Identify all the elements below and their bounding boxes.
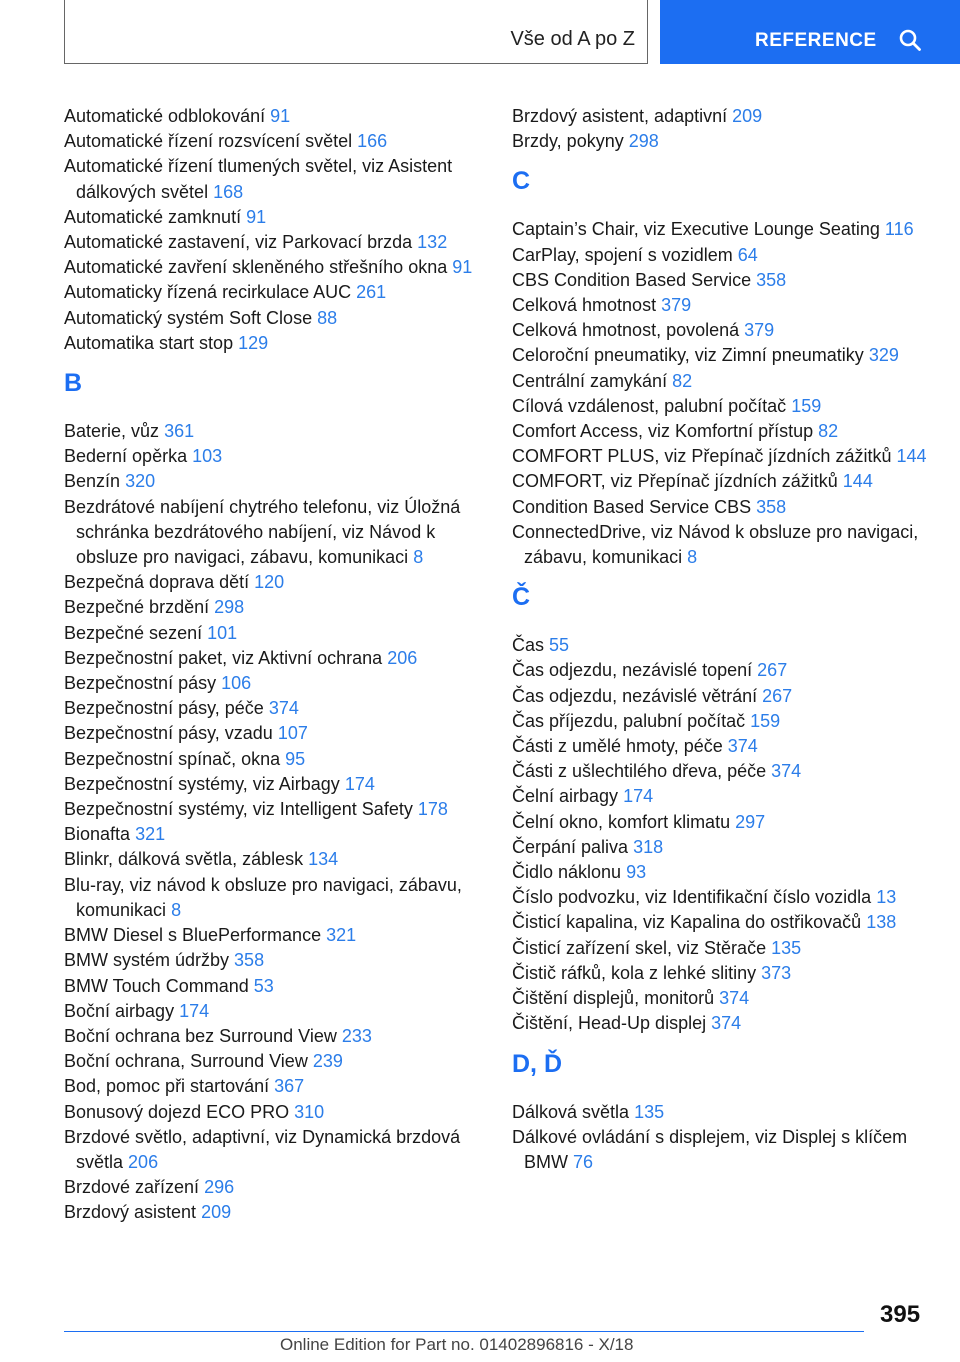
index-entry [64,772,484,797]
index-entry-text: CBS Condition Based Service [512,269,752,290]
index-entry-text: COMFORT PLUS, viz Přepínač jízdních zážitků [512,446,892,467]
index-entry-text: Cílová vzdálenost, palubní počítač [512,395,787,416]
index-entry-text: Centrální zamykání [512,370,668,391]
index-entry-text: Brzdový asistent, adaptivní [512,106,728,126]
index-entry [64,104,484,129]
index-entry [512,444,932,469]
index-entry-text: Čidlo náklonu [512,862,622,883]
index-entry-text: Automatické zavření skleněného střešního okna [64,257,448,278]
index-entry-text: Čištění displejů, monitorů [512,988,715,1009]
index-entry-text: Bezpečné brzdění [64,597,210,618]
index-entry-text: Části z ušlechtilého dřeva, péče [512,761,767,782]
index-page-link[interactable]: 209 [732,106,763,126]
index-entry [64,999,484,1024]
index-page-link[interactable]: 53 [253,975,274,996]
index-entry-text: Celoroční pneumatiky, viz Zimní pneumatiky [512,345,864,366]
index-page-link[interactable]: 298 [214,597,245,618]
index-page-link[interactable]: 135 [771,937,802,958]
index-page-link[interactable]: 168 [213,181,244,202]
index-entry [512,936,932,961]
index-entry-text: Boční ochrana bez Surround View [64,1025,337,1046]
index-entry-text: Čisticí kapalina, viz Kapalina do ostřikovačů [512,912,862,933]
index-entry [512,520,932,570]
index-entry [64,255,484,280]
index-entry-text: Čelní okno, komfort klimatu [512,811,731,832]
index-entry [64,444,484,469]
index-page-link[interactable]: 91 [270,106,291,126]
index-entry-text: Blinkr, dálková světla, záblesk [64,849,304,870]
index-entry-text: Automatické řízení tlumených světel, viz Asistent dálkových světel [64,156,453,202]
index-entry [64,280,484,305]
index-page-link[interactable]: 132 [417,232,448,253]
index-entry [512,684,932,709]
index-entry-text: Captain’s Chair, viz Executive Lounge Seating [512,219,880,240]
index-entry [512,104,932,129]
index-page-link[interactable]: 8 [171,899,182,920]
index-page-link[interactable]: 321 [135,824,166,845]
index-entry [512,495,932,520]
index-entry-text: Automatika start stop [64,332,234,353]
index-entry-text: Boční ochrana, Surround View [64,1051,308,1072]
index-entry [64,721,484,746]
index-page-link[interactable]: 320 [125,471,156,492]
index-entry-text: Baterie, vůz [64,421,160,442]
index-page-link[interactable]: 374 [771,761,802,782]
index-entry [64,570,484,595]
index-entry-text: Bod, pomoc při startování [64,1076,270,1097]
index-entry-text: Bezpečnostní paket, viz Aktivní ochrana [64,647,383,668]
index-entry [64,671,484,696]
index-entry-text: Condition Based Service CBS [512,496,752,517]
index-entry [512,129,932,154]
index-entry [64,331,484,356]
index-page-link[interactable]: 267 [762,685,793,706]
index-page-link[interactable]: 321 [326,925,357,946]
index-entry [64,469,484,494]
index-entry-text: Čerpání paliva [512,836,629,857]
index-entry-text: Čistič ráfků, kola z lehké slitiny [512,962,757,983]
index-page-link[interactable]: 298 [628,131,659,152]
index-page-link[interactable]: 93 [626,862,647,883]
index-entry [512,784,932,809]
index-entry [512,469,932,494]
index-entry [64,1125,484,1175]
index-column-right [512,104,932,1175]
index-entry [64,696,484,721]
index-page-link[interactable]: 297 [735,811,766,832]
index-page-link[interactable]: 134 [308,849,339,870]
index-page-link[interactable]: 101 [207,622,238,643]
index-entry-text: Bezpečnostní pásy, péče [64,698,264,719]
index-entry [64,1100,484,1125]
page-number: 395 [880,1301,921,1328]
index-entry-text: Bezpečnostní systémy, viz Airbagy [64,773,340,794]
index-page-link[interactable]: 296 [204,1177,235,1198]
index-entry-text: CarPlay, spojení s vozidlem [512,244,733,265]
index-letter-heading: Č [512,583,531,612]
index-page-link[interactable]: 374 [711,1013,742,1034]
index-entry [512,1100,932,1125]
index-entry [512,1125,932,1175]
index-entry [64,797,484,822]
index-entry-text: Bezpečné sezení [64,622,203,643]
index-page-link[interactable]: 95 [285,748,306,769]
index-entry-text: ConnectedDrive, viz Návod k obsluze pro navigaci, zábavu, komunikaci [512,521,919,568]
index-entry-text: COMFORT, viz Přepínač jízdních zážitků [512,471,838,492]
index-entry-text: Celková hmotnost [512,295,657,316]
index-entry [64,230,484,255]
index-entry-text: Bezdrátové nabíjení chytrého telefonu, viz Úložná schránka bezdrátového nabíjení, viz Návod k obsluze pro navigaci, zábavu, komunikaci [64,496,461,568]
index-entry [512,268,932,293]
index-page-link[interactable]: 318 [633,836,664,857]
index-entry-text: Automatické řízení rozsvícení světel [64,131,353,152]
index-entry [64,595,484,620]
index-entry [512,658,932,683]
index-entry-text: Bonusový dojezd ECO PRO [64,1101,290,1122]
index-page-link[interactable]: 144 [896,446,927,467]
index-entry-text: Bezpečnostní spínač, okna [64,748,281,769]
index-page-link[interactable]: 135 [634,1101,665,1122]
index-page-link[interactable]: 129 [238,332,269,353]
index-entry-text: Automatické zastavení, viz Parkovací brzda [64,232,413,253]
index-page-link[interactable]: 144 [842,471,873,492]
index-entry-text: Bezpečnostní systémy, viz Intelligent Safety [64,799,413,820]
index-page-link[interactable]: 358 [756,269,787,290]
index-page-link[interactable]: 233 [341,1025,372,1046]
index-entry [512,860,932,885]
index-page-link[interactable]: 116 [884,219,914,240]
index-entry-text: Brzdové zařízení [64,1177,200,1198]
reference-label: REFERENCE [755,30,877,51]
index-page-link[interactable]: 329 [868,345,899,366]
index-entry [64,1024,484,1049]
search-icon [899,29,921,51]
index-page-link[interactable]: 379 [744,320,775,341]
index-entry [512,810,932,835]
index-entry-text: Brzdové světlo, adaptivní, viz Dynamická brzdová světla [64,1126,461,1172]
index-entry-text: Čištění, Head-Up displej [512,1013,707,1034]
index-entry [64,1074,484,1099]
index-entry-text: Číslo podvozku, viz Identifikační číslo vozidla [512,887,872,908]
index-entry-text: Brzdy, pokyny [512,131,624,152]
header-section-tab [64,0,648,64]
index-page-link[interactable]: 374 [727,736,758,757]
index-page-link[interactable]: 159 [791,395,822,416]
index-entry [64,847,484,872]
index-entry-text: Bezpečná doprava dětí [64,572,250,593]
index-entry [512,243,932,268]
index-entry-text: Bezpečnostní pásy, vzadu [64,723,273,744]
index-page-link[interactable]: 166 [357,131,388,152]
index-entry [64,974,484,999]
index-letter-heading: B [64,369,83,398]
index-entry [64,129,484,154]
index-entry [512,885,932,910]
index-page-link[interactable]: 76 [573,1151,594,1172]
index-entry [512,734,932,759]
index-page-link[interactable]: 91 [452,257,473,278]
index-entry-text: Dálkové ovládání s displejem, viz Displej s klíčem BMW [512,1126,908,1172]
index-entry [512,394,932,419]
index-entry [512,1011,932,1036]
index-entry-text: Čelní airbagy [512,786,619,807]
index-page-link[interactable]: 367 [274,1076,305,1097]
index-entry [64,948,484,973]
index-letter-heading: C [512,167,531,196]
index-entry-text: Automatický systém Soft Close [64,307,313,328]
footer-divider [64,1331,864,1332]
index-page-link[interactable]: 361 [164,421,195,442]
index-entry [512,910,932,935]
index-column-left [64,104,484,1226]
index-page-link[interactable]: 106 [221,673,252,694]
index-page-link[interactable]: 8 [687,547,698,568]
index-page-link[interactable]: 358 [756,496,787,517]
index-page-link[interactable]: 358 [234,950,265,971]
index-page-link[interactable]: 107 [277,723,308,744]
index-page-link[interactable]: 64 [737,244,758,265]
index-entry [64,495,484,571]
footer-edition-text: Online Edition for Part no. 01402896816 - X/18 [280,1335,634,1354]
index-entry [64,1175,484,1200]
index-entry [64,873,484,923]
index-page-link[interactable]: 239 [312,1051,343,1072]
index-page-link[interactable]: 373 [761,962,792,983]
index-entry-text: BMW Diesel s BluePerformance [64,925,322,946]
index-page-link[interactable]: 55 [549,635,570,656]
index-page-link[interactable]: 379 [661,295,692,316]
index-page-link[interactable]: 103 [192,446,223,467]
header-reference-tab[interactable] [660,0,960,64]
index-page-link[interactable]: 91 [246,206,267,227]
index-entry-text: Čas příjezdu, palubní počítač [512,710,746,731]
index-entry [512,633,932,658]
index-page-link[interactable]: 138 [866,912,897,933]
index-entry [512,961,932,986]
index-entry [64,154,484,204]
index-entry [512,986,932,1011]
index-entry-text: Dálková světla [512,1101,630,1122]
index-entry [64,1200,484,1225]
index-page-link[interactable]: 88 [317,307,338,328]
index-entry-text: Bionafta [64,824,131,845]
index-entry [512,318,932,343]
index-entry-text: Automatické odblokování [64,106,266,126]
index-entry-text: Čas odjezdu, nezávislé větrání [512,685,758,706]
index-page-link[interactable]: 120 [254,572,285,593]
index-entry-text: Čas [512,635,545,656]
index-entry [512,835,932,860]
index-entry [64,1049,484,1074]
index-entry [64,419,484,444]
index-page-link[interactable]: 82 [672,370,693,391]
index-entry [64,205,484,230]
index-entry [64,747,484,772]
index-entry-text: Čisticí zařízení skel, viz Stěrače [512,937,767,958]
index-page-link[interactable]: 8 [413,547,424,568]
index-entry-text: BMW systém údržby [64,950,230,971]
index-entry-text: Automaticky řízená recirkulace AUC [64,282,352,303]
index-page-link[interactable]: 174 [623,786,654,807]
index-entry-text: Blu-ray, viz návod k obsluze pro navigaci, zábavu, komunikaci [64,874,462,920]
index-page-link[interactable]: 374 [268,698,299,719]
index-entry [512,419,932,444]
index-page-link[interactable]: 206 [387,647,418,668]
index-entry [64,923,484,948]
index-entry-text: Části z umělé hmoty, péče [512,736,723,757]
index-entry-text: Bezpečnostní pásy [64,673,217,694]
index-entry-text: BMW Touch Command [64,975,249,996]
index-page-link[interactable]: 209 [201,1202,232,1223]
index-entry-text: Bederní opěrka [64,446,188,467]
index-entry [64,646,484,671]
index-entry-text: Celková hmotnost, povolená [512,320,740,341]
index-letter-heading: D, Ď [512,1049,562,1078]
index-page-link[interactable]: 178 [417,799,448,820]
index-entry [512,709,932,734]
index-entry-text: Automatické zamknutí [64,206,242,227]
index-page-link[interactable]: 159 [750,710,781,731]
index-entry [512,369,932,394]
index-entry [64,621,484,646]
index-page-link[interactable]: 206 [128,1151,159,1172]
index-page-link[interactable]: 13 [876,887,897,908]
index-page-link[interactable]: 82 [818,421,839,442]
section-label: Vše od A po Z [510,28,635,50]
index-entry-text: Boční airbagy [64,1000,175,1021]
index-entry [64,822,484,847]
index-page-link[interactable]: 261 [356,282,387,303]
index-entry-text: Čas odjezdu, nezávislé topení [512,660,753,681]
index-entry [64,306,484,331]
index-entry [512,293,932,318]
index-entry [512,759,932,784]
index-page-link[interactable]: 174 [344,773,375,794]
index-entry [512,343,932,368]
index-entry-text: Benzín [64,471,121,492]
index-page-link[interactable]: 310 [294,1101,325,1122]
index-page-link[interactable]: 174 [179,1000,210,1021]
index-entry-text: Comfort Access, viz Komfortní přístup [512,421,814,442]
index-entry [512,217,932,242]
index-page-link[interactable]: 267 [757,660,788,681]
index-page-link[interactable]: 374 [719,988,750,1009]
index-entry-text: Brzdový asistent [64,1202,197,1223]
